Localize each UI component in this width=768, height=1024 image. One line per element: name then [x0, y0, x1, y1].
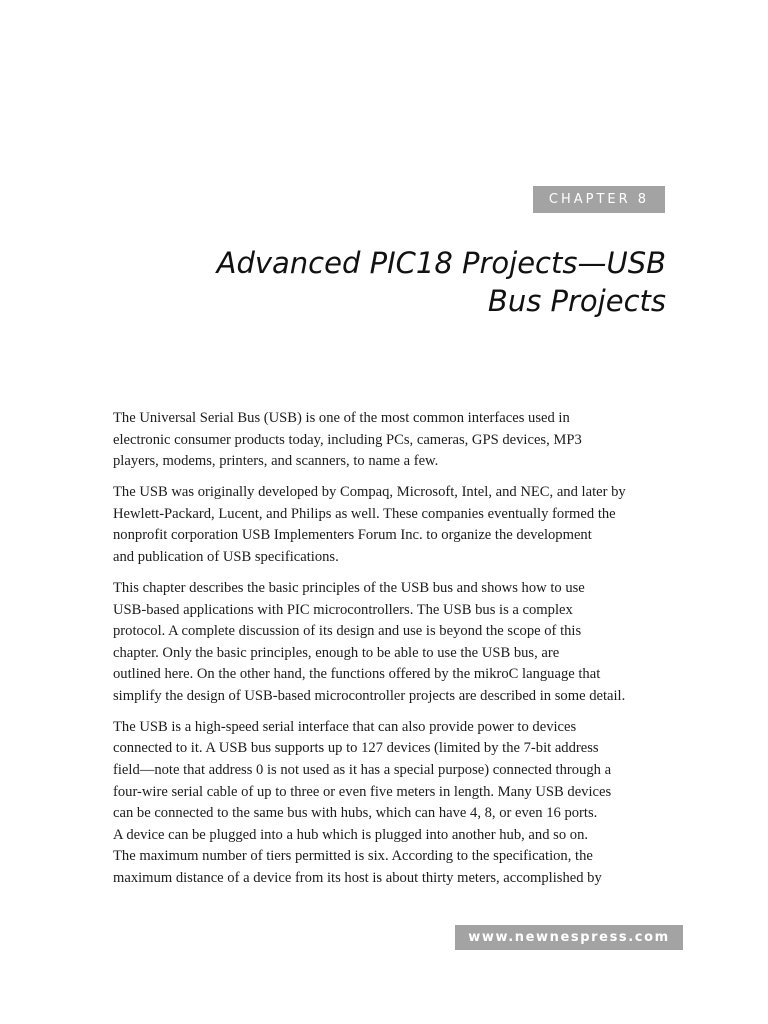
chapter-title-line-1: Advanced PIC18 Projects—USB — [216, 246, 666, 280]
text-line: simplify the design of USB-based microcontroller projects are described in some detail. — [113, 687, 626, 704]
text-line: protocol. A complete discussion of its design and use is beyond the scope of this — [113, 623, 582, 640]
text-line: field—note that address 0 is not used as it has a special purpose) connected through a — [113, 762, 612, 779]
paragraph-1 — [113, 408, 673, 473]
text-line: outlined here. On the other hand, the functions offered by the mikroC language that — [113, 666, 601, 683]
paragraph-3 — [113, 578, 673, 708]
paragraph-2 — [113, 482, 673, 568]
text-line: can be connected to the same bus with hubs, which can have 4, 8, or even 16 ports. — [113, 805, 598, 822]
text-line: connected to it. A USB bus supports up to 127 devices (limited by the 7-bit address — [113, 740, 599, 757]
text-line: The maximum number of tiers permitted is six. According to the specification, the — [113, 848, 593, 865]
text-line: and publication of USB specifications. — [113, 548, 339, 565]
chapter-label: CHAPTER 8 — [533, 186, 665, 213]
text-line: players, modems, printers, and scanners, to name a few. — [113, 453, 439, 470]
text-line: maximum distance of a device from its host is about thirty meters, accomplished by — [113, 870, 602, 887]
text-line: nonprofit corporation USB Implementers Forum Inc. to organize the development — [113, 527, 592, 544]
text-line: four-wire serial cable of up to three or even five meters in length. Many USB devices — [113, 783, 612, 800]
text-line: USB-based applications with PIC microcontrollers. The USB bus is a complex — [113, 601, 573, 618]
publisher-url: www.newnespress.com — [455, 925, 683, 950]
chapter-title — [150, 244, 666, 320]
paragraph-4 — [113, 717, 673, 890]
chapter-title-line-2: Bus Projects — [487, 284, 666, 318]
text-line: Hewlett-Packard, Lucent, and Philips as well. These companies eventually formed the — [113, 505, 616, 522]
text-line: electronic consumer products today, including PCs, cameras, GPS devices, MP3 — [113, 431, 582, 448]
text-line: This chapter describes the basic principles of the USB bus and shows how to use — [113, 579, 585, 596]
body-text — [113, 408, 673, 899]
text-line: The USB was originally developed by Compaq, Microsoft, Intel, and NEC, and later by — [113, 484, 626, 501]
text-line: chapter. Only the basic principles, enough to be able to use the USB bus, are — [113, 644, 560, 661]
text-line: The USB is a high-speed serial interface that can also provide power to devices — [113, 718, 577, 735]
text-line: A device can be plugged into a hub which is plugged into another hub, and so on. — [113, 826, 589, 843]
text-line: The Universal Serial Bus (USB) is one of the most common interfaces used in — [113, 410, 570, 426]
